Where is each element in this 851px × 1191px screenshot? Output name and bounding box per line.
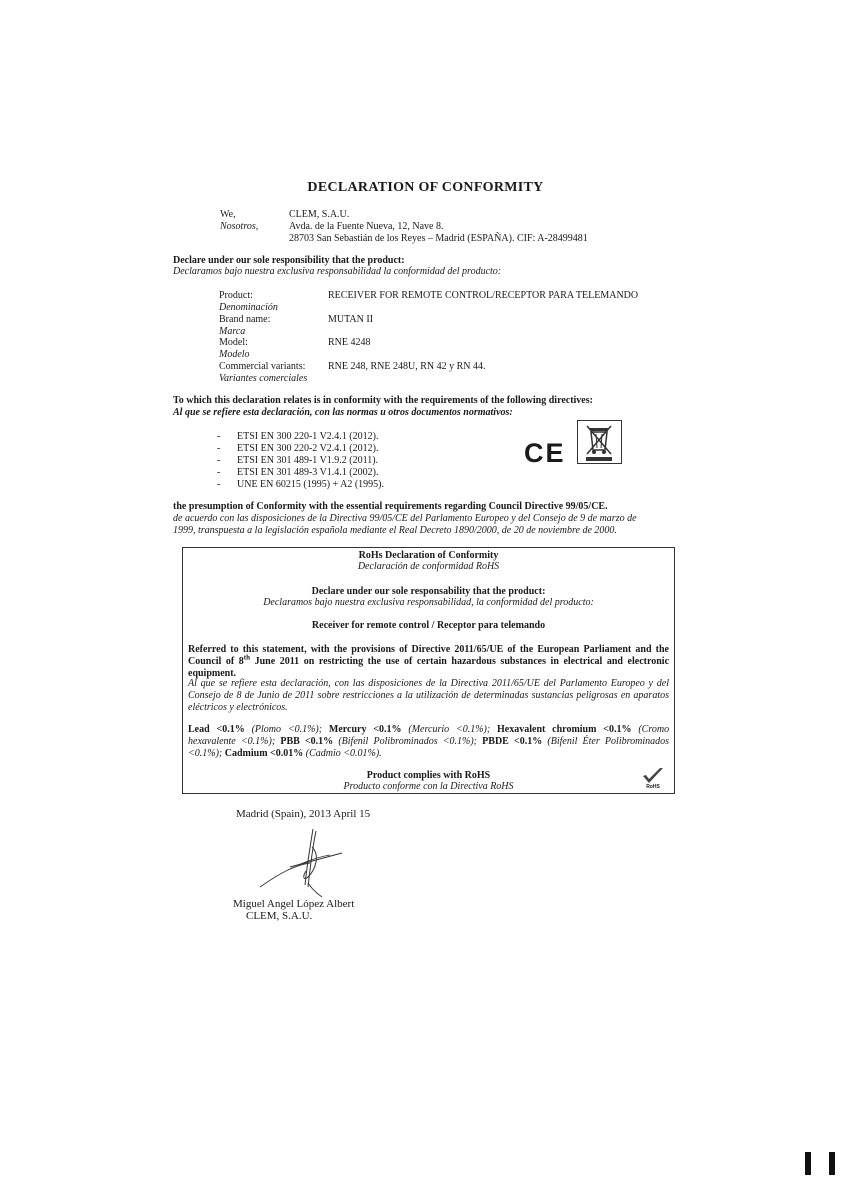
rohs-complies-es: Producto conforme con la Directiva RoHS (343, 781, 514, 792)
model-label-es: Modelo (219, 349, 250, 360)
conformity-heading: To which this declaration relates is in conformity with the requirements of the following directives: (173, 395, 593, 406)
list-item: - ETSI EN 301 489-3 V1.4.1 (2002). (217, 467, 379, 478)
list-item: - ETSI EN 300 220-1 V2.4.1 (2012). (217, 431, 379, 442)
product-label-es: Denominación (219, 302, 278, 313)
rohs-declare-es: Declaramos bajo nuestra exclusiva responsabilidad, la conformidad del producto: (263, 597, 594, 608)
variants-value: RNE 248, RNE 248U, RN 42 y RN 44. (328, 361, 486, 372)
rohs-declaration-box (182, 547, 675, 794)
presumption-es-1: de acuerdo con las disposiciones de la Directiva 99/05/CE del Parlamento Europeo y del Consejo de 9 de marzo de (173, 513, 637, 524)
rohs-product: Receiver for remote control / Receptor para telemando (311, 620, 546, 631)
weee-bin-icon (577, 420, 622, 464)
variants-label: Commercial variants: (219, 361, 306, 372)
rohs-declare: Declare under our sole responsability that the product: (311, 586, 546, 597)
list-item: - ETSI EN 300 220-2 V2.4.1 (2012). (217, 443, 379, 454)
rohs-reference: Referred to this statement, with the provisions of Directive 2011/65/UE of the European Parliament and the Council of 8th June 2011 on restricting the use of certain hazardous substances in electrical and electronic equipment. (188, 644, 670, 679)
rohs-substances: Lead <0.1% (Plomo <0.1%); Mercury <0.1% (Mercurio <0.1%); Hexavalent chromium <0.1% (Cromo hexavalente <0.1%); PBB <0.1% (Bifenil Polibrominados <0.1%); PBDE <0.1% (Bifenil Éter Polibrominados <0.1%); Cadmium <0.01% (Cadmio <0.01%). (188, 724, 670, 759)
signatory-company: CLEM, S.A.U. (246, 910, 313, 922)
place-date: Madrid (Spain), 2013 April 15 (236, 808, 371, 820)
brand-label-es: Marca (219, 326, 246, 337)
address-line-2: 28703 San Sebastián de los Reyes – Madrid (ESPAÑA). CIF: A-28499481 (289, 233, 588, 244)
directives-list (217, 431, 384, 491)
declare-heading-es: Declaramos bajo nuestra exclusiva responsabilidad la conformidad del producto: (173, 266, 502, 277)
list-item: - UNE EN 60215 (1995) + A2 (1995). (217, 479, 385, 490)
rohs-check-icon (640, 766, 666, 792)
company-name: CLEM, S.A.U. (289, 209, 350, 220)
product-value: RECEIVER FOR REMOTE CONTROL/RECEPTOR PARA TELEMANDO (328, 290, 639, 301)
rohs-complies: Product complies with RoHS (366, 770, 491, 781)
presumption-es-2: 1999, transpuesta a la legislación española mediante el Real Decreto 1890/2000, de 20 de noviembre de 2000. (173, 525, 617, 536)
rohs-title-es: Declaración de conformidad RoHS (357, 561, 500, 572)
rohs-logo-text: RoHS (646, 784, 660, 790)
brand-value: MUTAN II (328, 314, 374, 325)
conformity-heading-es: Al que se refiere esta declaración, con las normas u otros documentos normativos: (173, 407, 513, 418)
model-label: Model: (219, 337, 248, 348)
model-value: RNE 4248 (328, 337, 371, 348)
product-label: Product: (219, 290, 253, 301)
we-label: We, (220, 209, 236, 220)
brand-label: Brand name: (219, 314, 271, 325)
rohs-title: RoHs Declaration of Conformity (358, 550, 499, 561)
declare-heading: Declare under our sole responsibility that the product: (173, 255, 405, 266)
signatory-name: Miguel Angel López Albert (233, 898, 355, 910)
page-title: DECLARATION OF CONFORMITY (307, 180, 544, 195)
address-line-1: Avda. de la Fuente Nueva, 12, Nave 8. (289, 221, 444, 232)
variants-label-es: Variantes comerciales (219, 373, 308, 384)
signature-image (250, 825, 360, 900)
ce-mark-icon: CE (524, 438, 566, 468)
list-item: - ETSI EN 301 489-1 V1.9.2 (2011). (217, 455, 379, 466)
presumption-text: the presumption of Conformity with the essential requirements regarding Council Directive 99/05/CE. (173, 501, 608, 512)
we-label-es: Nosotros, (220, 221, 259, 232)
rohs-reference-es: Al que se refiere esta declaración, con las disposiciones de la Directiva 2011/65/UE del Parlamento Europeo y del Consejo de 8 de Junio de 2011 sobre restricciones a la utilización de determinadas sustancias peligrosas en aparatos eléctricos y electrónicos. (188, 678, 669, 713)
